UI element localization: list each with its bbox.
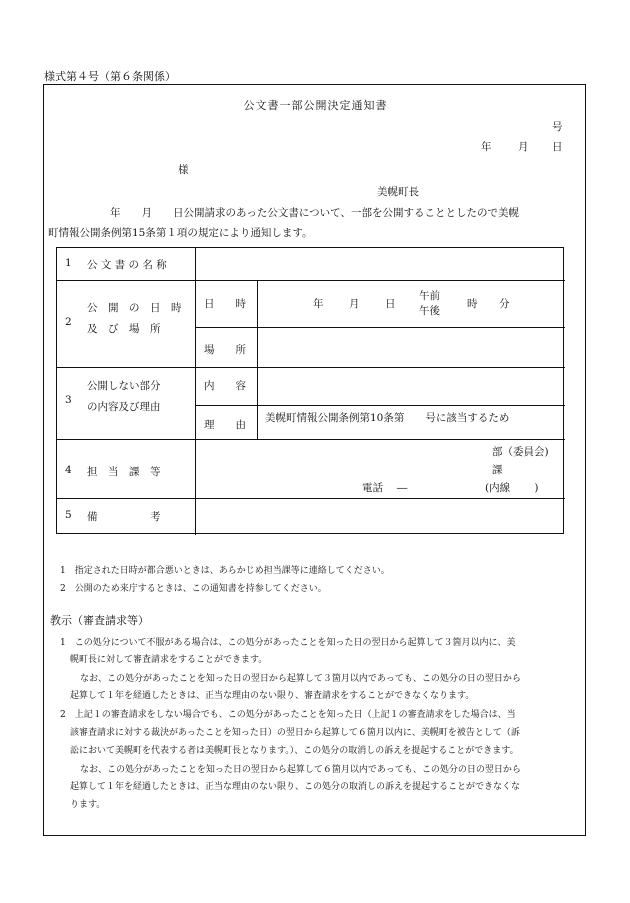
datetime-year: 年 (313, 298, 324, 310)
document-name-cell[interactable] (196, 248, 564, 280)
date-year: 年 (481, 141, 492, 153)
section-label: 課 (492, 464, 503, 476)
row3-number: 3 (65, 394, 72, 406)
row4-label: 担 当 課 等 (87, 466, 161, 478)
date-day: 日 (552, 141, 563, 153)
row5-number: 5 (65, 509, 72, 521)
addressee-suffix: 様 (178, 164, 189, 176)
row2-label-line2: 及 び 場 所 (87, 323, 161, 335)
instruction-line-8: なお、この処分があったことを知った日の翌日から起算して６箇月以内であっても、この処分の日の翌日から (80, 765, 521, 775)
reason-label: 理 由 (204, 419, 246, 431)
phone-label: 電話 ― (362, 482, 408, 494)
row5-label: 備 考 (87, 511, 161, 523)
note-1: 1 指定された日時が都合悪いときは、あらかじめ担当課等に連絡してください。 (60, 566, 390, 576)
row3-label-line2: の内容及び理由 (87, 401, 161, 413)
datetime-day: 日 (385, 298, 396, 310)
place-label: 場 所 (204, 344, 246, 356)
row2-label-line1: 公 開 の 日 時 (87, 302, 182, 314)
issuer: 美幌町長 (377, 186, 419, 198)
reason-text: 美幌町情報公開条例第10条第 号に該当するため (265, 412, 510, 424)
extension-label: (内線 ) (485, 482, 539, 494)
instruction-line-1: 1 この処分について不服がある場合は、この処分があったことを知った日の翌日から起算して３箇月以内に、美 (60, 638, 516, 648)
row4-number: 4 (65, 464, 72, 476)
row2-number: 2 (65, 316, 72, 328)
row3-label-line1: 公開しない部分 (87, 380, 161, 392)
instruction-line-2: 幌町長に対して審査請求をすることができます。 (70, 655, 268, 665)
datetime-label: 日 時 (204, 298, 246, 310)
body-line-2: 町情報公開条例第15条第１項の規定により通知します。 (48, 227, 313, 239)
document-title: 公文書一部公開決定通知書 (243, 99, 388, 112)
instruction-heading: 教示（審査請求等） (50, 614, 149, 627)
instruction-line-9: 起算して１年を経過したときは、正当な理由のない限り、この処分の取消しの訴えを提起することができなくな (70, 782, 521, 792)
instruction-line-10: ります。 (70, 800, 106, 810)
number-suffix: 号 (552, 121, 563, 133)
dept-label: 部（委員会) (492, 446, 549, 458)
content-label: 内 容 (204, 380, 246, 392)
remarks-cell[interactable] (196, 499, 564, 534)
row1-number: 1 (65, 257, 72, 269)
row1-label: 公 文 書 の 名 称 (87, 259, 167, 271)
content-cell[interactable] (258, 368, 564, 405)
pm-label: 午後 (419, 305, 440, 317)
info-table (56, 247, 564, 534)
instruction-line-3: なお、この処分があったことを知った日の翌日から起算して３箇月以内であっても、この処分の日の翌日から (80, 674, 521, 684)
minute-label: 分 (499, 298, 510, 310)
document-frame (43, 84, 586, 836)
instruction-line-4: 起算して１年を経過したときは、正当な理由のない限り、審査請求をすることができなくなります。 (70, 691, 475, 701)
instruction-line-5: 2 上記１の審査請求をしない場合でも、この処分があったことを知った日（上記１の審査請求をした場合は、当 (60, 710, 516, 720)
place-cell[interactable] (258, 328, 564, 367)
instruction-line-6: 該審査請求に対する裁決があったことを知った日）の翌日から起算して６箇月以内に、美幌町を被告として（訴 (70, 728, 520, 738)
datetime-month: 月 (349, 298, 360, 310)
hour-label: 時 (467, 298, 478, 310)
note-2: 2 公開のため来庁するときは、この通知書を持参してください。 (60, 584, 327, 594)
body-line-1: 年 月 日公開請求のあった公文書について、一部を公開することとしたので美幌 (110, 207, 519, 219)
form-label: 様式第４号（第６条関係） (44, 70, 176, 83)
date-month: 月 (518, 141, 529, 153)
am-label: 午前 (419, 290, 440, 302)
instruction-line-7: 訟において美幌町を代表する者は美幌町長となります。）、この処分の取消しの訴えを提起することができます。 (70, 746, 519, 756)
